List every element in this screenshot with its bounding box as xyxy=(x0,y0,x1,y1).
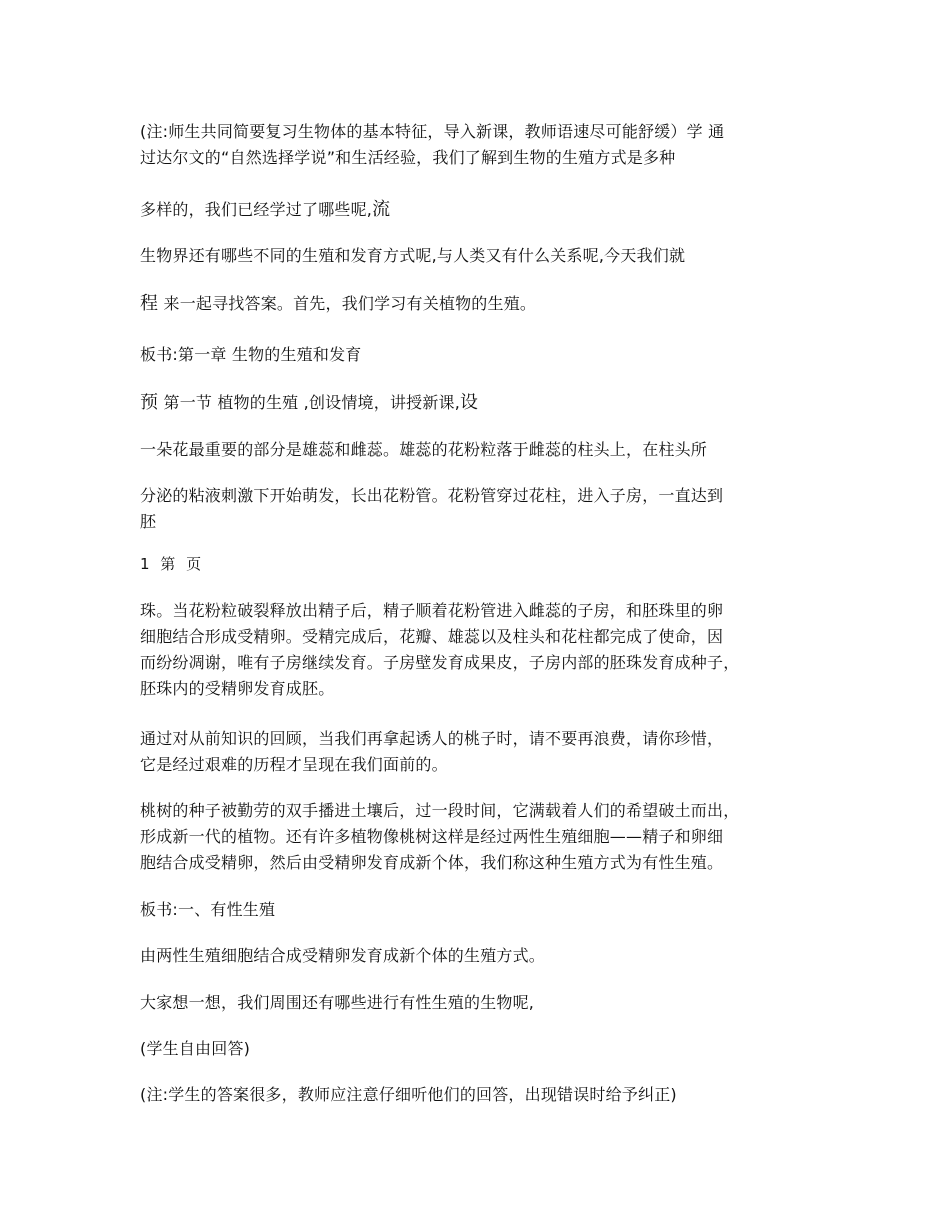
text-span: 多样的，我们已经学过了哪些呢, xyxy=(140,200,373,219)
text-line: 珠。当花粉粒破裂释放出精子后，精子顺着花粉管进入雌蕊的子房，和胚珠里的卵 xyxy=(140,601,724,620)
text-line: 过达尔文的“自然选择学说”和生活经验，我们了解到生物的生殖方式是多种 xyxy=(140,148,676,167)
definition-line: 由两性生殖细胞结合成受精卵发育成新个体的生殖方式。 xyxy=(140,946,546,965)
side-char: 设 xyxy=(460,392,479,413)
paragraph-intro xyxy=(140,119,830,171)
page-number: 1 第 页 xyxy=(140,555,205,573)
board-heading-1: 板书:第一章 生物的生殖和发育 xyxy=(140,345,362,364)
paragraph-sexual-reproduction xyxy=(140,798,830,876)
side-char: 流 xyxy=(372,199,391,220)
text-line-3 xyxy=(140,197,830,223)
question-line: 大家想一想，我们周围还有哪些进行有性生殖的生物呢, xyxy=(140,993,535,1012)
text-line-5 xyxy=(140,291,830,317)
answer-note: (学生自由回答) xyxy=(140,1039,251,1058)
text-line: 通过对从前知识的回顾，当我们再拿起诱人的桃子时，请不要再浪费，请你珍惜， xyxy=(140,729,724,748)
paragraph-peach xyxy=(140,726,830,778)
text-line: 而纷纷凋谢，唯有子房继续发育。子房壁发育成果皮，子房内部的胚珠发育成种子， xyxy=(140,653,740,672)
teacher-note: (注:学生的答案很多，教师应注意仔细听他们的回答，出现错误时给予纠正) xyxy=(140,1085,677,1104)
text-span: 来一起寻找答案。首先，我们学习有关植物的生殖。 xyxy=(163,294,537,313)
paragraph-pollen xyxy=(140,483,830,535)
text-line-7 xyxy=(140,390,830,416)
text-line-8: 一朵花最重要的部分是雄蕊和雌蕊。雄蕊的花粉粒落于雌蕊的柱头上，在柱头所 xyxy=(140,440,708,459)
text-line: 形成新一代的植物。还有许多植物像桃树这样是经过两性生殖细胞——精子和卵细 xyxy=(140,827,724,846)
text-line: 分泌的粘液刺激下开始萌发，长出花粉管。花粉管穿过花柱，进入子房，一直达到 xyxy=(140,486,724,505)
side-char: 程 xyxy=(140,293,159,314)
board-heading-2: 板书:一、有性生殖 xyxy=(140,900,276,919)
paragraph-fertilization xyxy=(140,598,830,702)
text-line: (注:师生共同简要复习生物体的基本特征，导入新课，教师语速尽可能舒缓）学 通 xyxy=(140,122,725,141)
text-line-4: 生物界还有哪些不同的生殖和发育方式呢,与人类又有什么关系呢,今天我们就 xyxy=(140,246,686,265)
text-line: 胞结合成受精卵，然后由受精卵发育成新个体，我们称这种生殖方式为有性生殖。 xyxy=(140,853,724,872)
text-line: 胚 xyxy=(140,512,157,531)
text-line: 细胞结合形成受精卵。受精完成后，花瓣、雄蕊以及柱头和花柱都完成了使命，因 xyxy=(140,627,724,646)
text-line: 它是经过艰难的历程才呈现在我们面前的。 xyxy=(140,755,448,774)
side-char: 预 xyxy=(140,392,159,413)
text-line: 桃树的种子被勤劳的双手播进土壤后，过一段时间，它满载着人们的希望破土而出， xyxy=(140,801,740,820)
text-span: 第一节 植物的生殖 ,创设情境，讲授新课, xyxy=(163,393,461,412)
text-line: 胚珠内的受精卵发育成胚。 xyxy=(140,679,335,698)
